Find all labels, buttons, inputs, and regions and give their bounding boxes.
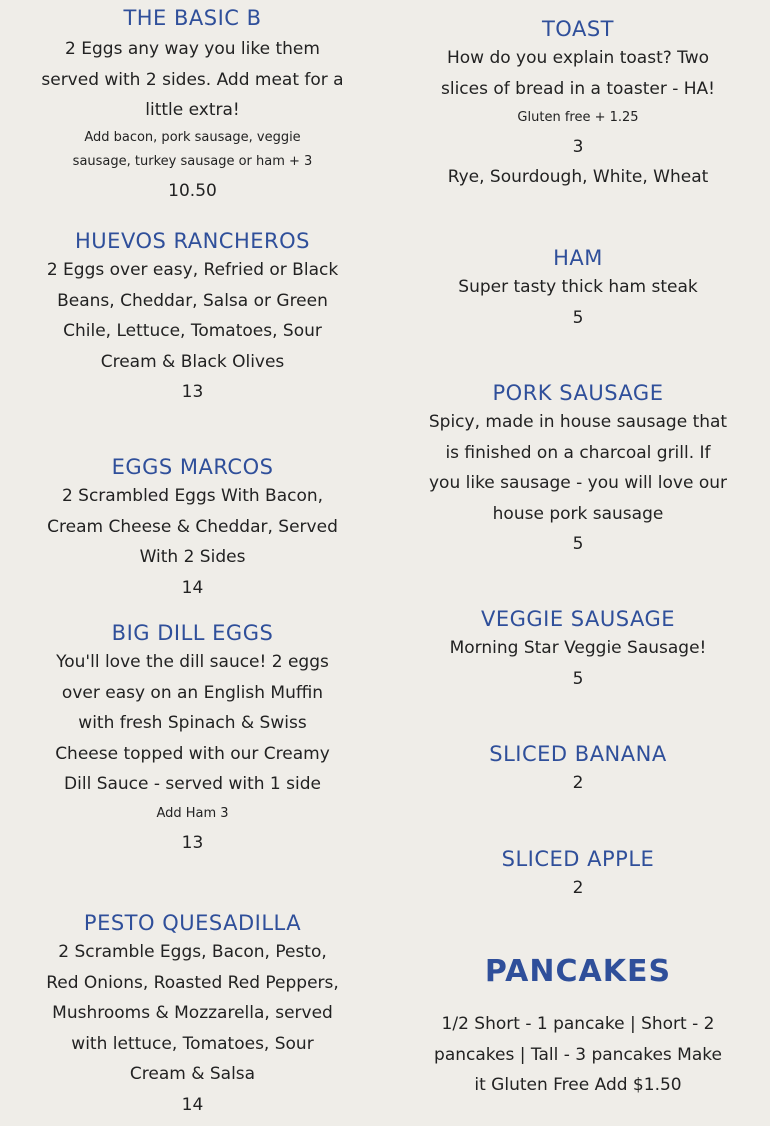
menu-item-big-dill-eggs	[40, 621, 345, 858]
menu-item-sliced-banana	[428, 742, 728, 798]
menu-item-pesto-quesadilla	[40, 911, 345, 1120]
item-title: THE BASIC B	[123, 6, 262, 30]
item-note: Add bacon, pork sausage, veggie sausage, turkey sausage or ham + 3	[72, 129, 313, 169]
item-description: 2 Eggs any way you like them served with 2 sides. Add meat for a little extra!	[41, 39, 344, 120]
item-price: 14	[181, 1094, 204, 1115]
menu-item-basic-b	[40, 6, 345, 206]
item-note: Add Ham 3	[156, 805, 229, 821]
item-description: 2 Eggs over easy, Refried or Black Beans, Cheddar, Salsa or Green Chile, Lettuce, Tomatoes, Sour Cream & Black Olives	[46, 260, 339, 372]
item-description: Spicy, made in house sausage that is finished on a charcoal grill. If you like sausage - you will love our house pork sausage	[428, 412, 728, 524]
item-price: 5	[572, 534, 584, 554]
item-price: 10.50	[168, 180, 217, 201]
section-heading: PANCAKES	[484, 954, 672, 989]
menu-item-pork-sausage	[428, 381, 728, 559]
item-title: EGGS MARCOS	[111, 455, 274, 479]
item-options: Rye, Sourdough, White, Wheat	[447, 167, 709, 187]
menu-item-huevos-rancheros	[40, 229, 345, 407]
menu-item-toast	[428, 17, 728, 193]
item-price: 5	[572, 668, 584, 689]
item-title: HAM	[553, 246, 603, 270]
menu-section-pancakes	[428, 954, 728, 1101]
item-description: 1/2 Short - 1 pancake | Short - 2 pancakes | Tall - 3 pancakes Make it Gluten Free Add $1.50	[434, 1014, 722, 1095]
item-description: 2 Scramble Eggs, Bacon, Pesto, Red Onions, Roasted Red Peppers, Mushrooms & Mozzarella, served with lettuce, Tomatoes, Sour Cream & Salsa	[46, 942, 339, 1084]
item-price: 5	[572, 307, 584, 328]
item-title: SLICED BANANA	[489, 742, 667, 766]
item-title: TOAST	[541, 17, 614, 41]
item-price: 2	[572, 773, 584, 793]
item-note: Gluten free + 1.25	[517, 110, 639, 125]
item-price: 3	[572, 137, 584, 157]
item-title: VEGGIE SAUSAGE	[480, 607, 676, 631]
item-description: You'll love the dill sauce! 2 eggs over easy on an English Muffin with fresh Spinach & Swiss Cheese topped with our Creamy Dill Sauce - served with 1 side	[55, 652, 330, 794]
menu-item-eggs-marcos	[40, 455, 345, 603]
menu-item-sliced-apple	[428, 847, 728, 903]
menu-item-veggie-sausage	[428, 607, 728, 694]
item-title: HUEVOS RANCHEROS	[75, 229, 310, 253]
item-price: 13	[181, 382, 204, 402]
item-description: How do you explain toast? Two slices of bread in a toaster - HA!	[441, 48, 715, 99]
menu-item-ham	[428, 246, 728, 333]
item-price: 2	[572, 878, 584, 898]
item-description: Super tasty thick ham steak	[458, 277, 698, 297]
item-title: PORK SAUSAGE	[492, 381, 664, 405]
item-price: 13	[181, 832, 204, 853]
item-title: BIG DILL EGGS	[111, 621, 274, 645]
item-description: 2 Scrambled Eggs With Bacon, Cream Cheese & Cheddar, Served With 2 Sides	[47, 486, 338, 567]
item-description: Morning Star Veggie Sausage!	[449, 638, 707, 658]
item-title: PESTO QUESADILLA	[83, 911, 302, 935]
item-title: SLICED APPLE	[501, 847, 655, 871]
item-price: 14	[181, 577, 204, 598]
